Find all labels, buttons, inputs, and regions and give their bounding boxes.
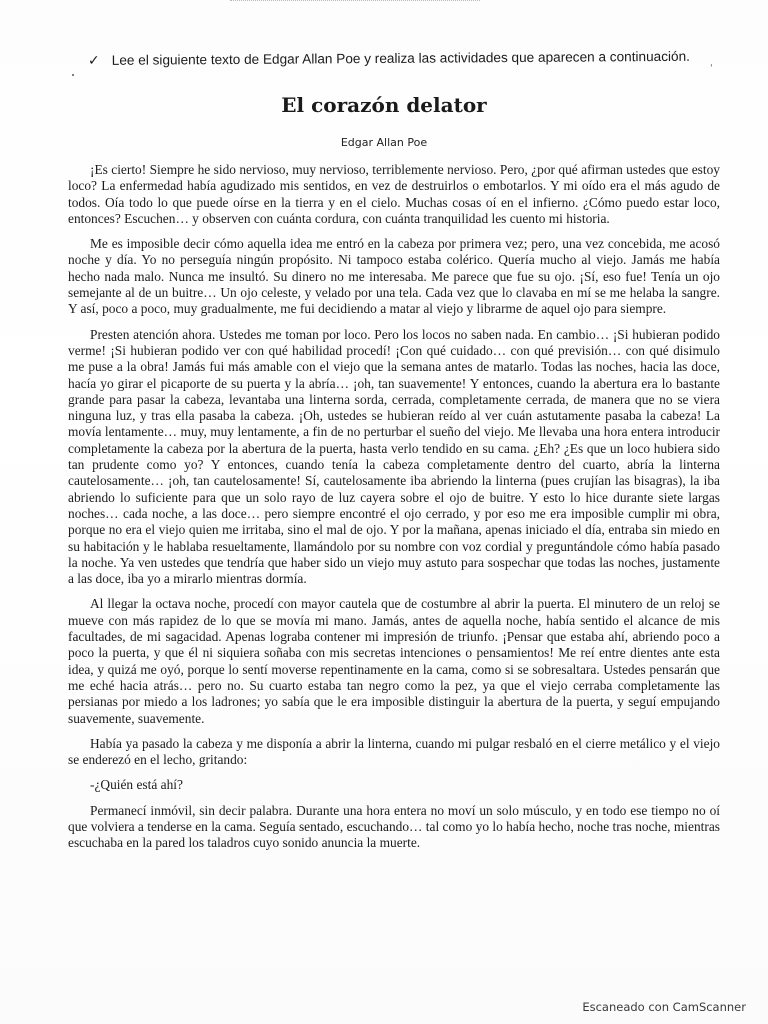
paragraph: Presten atención ahora. Ustedes me toman por loco. Pero los locos no saben nada. En cambio… ¡Si hubieran podido verme! ¡Si hubieran podido ver con qué habilidad procedí! ¡Con qué cuidado… con qué previsión… con qué disimulo me puse a la obra! Jamás fui más amable con el viejo que la semana antes de matarlo. Todas las noches, hacia las doce, hacía yo girar el picaporte de su puerta y la abría… ¡oh, tan suavemente! Y entonces, cuando la abertura era lo bastante grande para pasar la cabeza, levantaba una linterna sorda, cerrada, completamente cerrada, de manera que no se viera ninguna luz, y tras ella pasaba la cabeza. ¡Oh, ustedes se hubieran reído al ver cuán astutamente pasaba la cabeza! La movía lentamente… muy, muy lentamente, a fin de no perturbar el sueño del viejo. Me llevaba una hora entera introducir completamente la cabeza por la abertura de la puerta, hasta verlo tendido en su cama. ¿Eh? ¿Es que un loco hubiera sido tan prudente como yo? Y entonces, cuando tenía la cabeza completamente dentro del cuarto, abría la linterna cautelosamente… ¡oh, tan cautelosamente! Sí, cautelosamente iba abriendo la linterna (pues crujían las bisagras), la iba abriendo lo suficiente para que un solo rayo de luz cayera sobre el ojo de buitre. Y esto lo hice durante siete largas noches… cada noche, a las doce… pero siempre encontré el ojo cerrado, y por eso me era imposible cumplir mi obra, porque no era el viejo quien me irritaba, sino el mal de ojo. Y por la mañana, apenas iniciado el día, entraba sin miedo en su habitación y le hablaba resueltamente, llamándolo por su nombre con voz cordial y preguntándole cómo había pasado la noche. Ya ven ustedes que tendría que haber sido un viejo muy astuto para sospechar que todas las noches, justamente a las doce, iba yo a mirarlo mientras dormía. — [68, 326, 720, 587]
story-author: Edgar Allan Poe — [340, 136, 428, 149]
story-body — [68, 162, 720, 861]
scanner-watermark: Escaneado con CamScanner — [582, 1000, 746, 1014]
paragraph: Había ya pasado la cabeza y me disponía a abrir la linterna, cuando mi pulgar resbaló en el cierre metálico y el viejo se enderezó en el lecho, gritando: — [68, 735, 720, 768]
stray-ink-mark: ˌ — [710, 58, 713, 68]
instruction-text: Lee el siguiente texto de Edgar Allan Poe y realiza las actividades que aparecen a continuación. — [111, 48, 690, 68]
paragraph: Al llegar la octava noche, procedí con mayor cautela que de costumbre al abrir la puerta. El minutero de un reloj se mueve con más rapidez de lo que se movía mi mano. Jamás, antes de aquella noche, había sentido el alcance de mis facultades, de mi sagacidad. Apenas lograba contener mi impresión de triunfo. ¡Pensar que estaba ahí, abriendo poco a poco la puerta, y que él ni siquiera soñaba con mis secretas intenciones o pensamientos! Me reí entre dientes ante esta idea, y quizá me oyó, porque lo sentí moverse repentinamente en la cama, como si se sobresaltara. Ustedes pensarán que me eché hacia atrás… pero no. Su cuarto estaba tan negro como la pez, ya que el viejo cerraba completamente las persianas por miedo a los ladrones; yo sabía que le era imposible distinguir la abertura de la puerta, y seguí empujando suavemente, suavemente. — [68, 596, 720, 726]
paragraph: Permanecí inmóvil, sin decir palabra. Durante una hora entera no moví un solo músculo, y en todo ese tiempo no oí que volviera a tenderse en la cama. Seguía sentado, escuchando… tal como yo lo había hecho, noche tras noche, mientras escuchaba en la pared los taladros cuyo sonido anuncia la muerte. — [68, 802, 720, 851]
scan-artifact-line — [230, 0, 480, 4]
instruction-line — [88, 48, 728, 69]
dialogue-line: -¿Quién está ahí? — [90, 777, 183, 793]
checkmark-icon: ✓ — [87, 51, 100, 68]
story-title: El corazón delator — [281, 93, 487, 117]
paragraph: ¡Es cierto! Siempre he sido nervioso, muy nervioso, terriblemente nervioso. Pero, ¿por qué afirman ustedes que estoy loco? La enfermedad había agudizado mis sentidos, en vez de destruirlos o embotarlos. Y mi oído era el más agudo de todos. Oía todo lo que puede oírse en la tierra y en el cielo. Muchas cosas oí en el infierno. ¿Cómo puedo estar loco, entonces? Escuchen… y observen con cuánta cordura, con cuánta tranquilidad les cuento mi historia. — [68, 162, 720, 226]
paragraph: Me es imposible decir cómo aquella idea me entró en la cabeza por primera vez; pero, una vez concebida, me acosó noche y día. Yo no perseguía ningún propósito. Ni tampoco estaba colérico. Quería mucho al viejo. Jamás me había hecho nada malo. Nunca me insultó. Su dinero no me interesaba. Me parece que fue su ojo. ¡Sí, eso fue! Tenía un ojo semejante al de un buitre… Un ojo celeste, y velado por una tela. Cada vez que lo clavaba en mí se me helaba la sangre. Y así, poco a poco, muy gradualmente, me fui decidiendo a matar al viejo y librarme de aquel ojo para siempre. — [68, 236, 720, 317]
stray-dot — [72, 74, 74, 76]
